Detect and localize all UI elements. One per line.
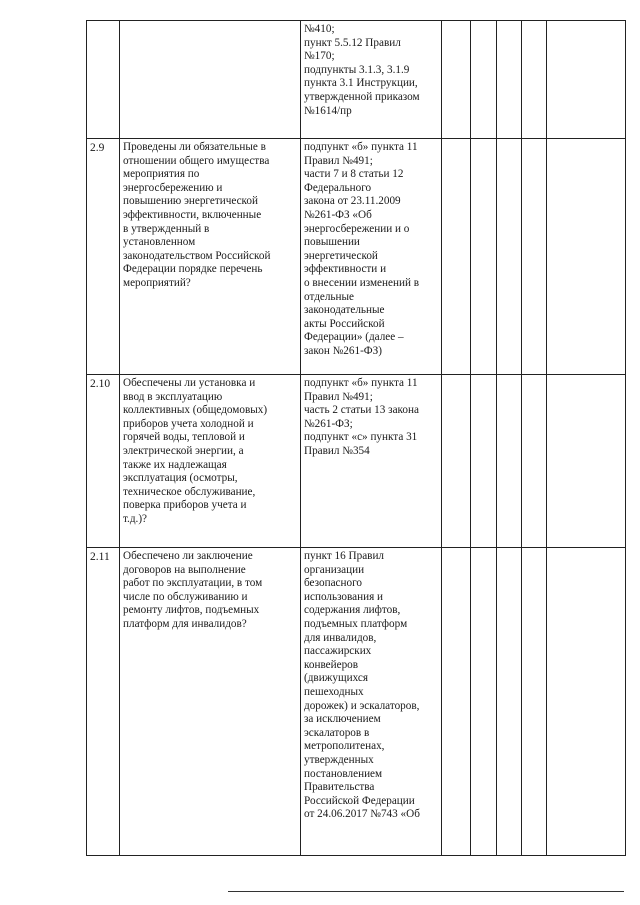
question-line: Проведены ли обязательные в [123, 141, 266, 153]
question-line: энергосбережению и [123, 181, 223, 194]
row-number [87, 21, 119, 23]
question-line: техническое обслуживание, [123, 485, 256, 498]
reference-line: эффективности и [304, 263, 387, 276]
reference-line: часть 2 статьи 13 закона [304, 404, 419, 417]
row-number: 2.10 [90, 378, 111, 390]
question-line: установленном [123, 236, 196, 249]
question-cell [120, 375, 301, 548]
empty-cell [471, 139, 497, 375]
question-line: повышению энергетической [123, 195, 259, 208]
empty-cell [522, 548, 547, 856]
reference-cell-text [301, 548, 441, 824]
reference-line: эскалаторов в [304, 726, 370, 739]
question-line: договоров на выполнение [123, 563, 246, 576]
reference-line: подпункт «б» пункта 11 [304, 377, 418, 389]
question-line: приборов учета холодной и [123, 417, 254, 430]
reference-line: №1614/пр [304, 104, 352, 117]
reference-line: отдельные [304, 290, 354, 303]
reference-line: законодательные [304, 304, 385, 317]
reference-line: метрополитенах, [304, 740, 385, 753]
reference-cell [301, 548, 442, 856]
reference-line: повышении [304, 236, 360, 249]
reference-line: Правительства [304, 781, 375, 794]
empty-cell [497, 21, 522, 139]
question-cell-text [120, 21, 300, 25]
empty-cell [471, 21, 497, 139]
empty-cell [547, 139, 626, 375]
question-line: Федерации порядке перечень [123, 263, 263, 276]
empty-cell [471, 548, 497, 856]
reference-line: пешеходных [304, 685, 364, 698]
reference-cell-text [301, 375, 441, 461]
question-line: мероприятия по [123, 168, 200, 181]
empty-cell [497, 548, 522, 856]
empty-cell [547, 375, 626, 548]
reference-line: закон №261-ФЗ) [304, 344, 382, 357]
reference-line: №170; [304, 50, 335, 63]
reference-line: содержания лифтов, [304, 604, 401, 617]
footer-rule [228, 891, 624, 892]
question-line: горячей воды, тепловой и [123, 431, 245, 444]
empty-cell [497, 139, 522, 375]
question-cell [120, 548, 301, 856]
question-cell [120, 21, 301, 139]
reference-cell-text [301, 21, 441, 120]
reference-line: постановлением [304, 767, 383, 780]
reference-line: энергосбережении и о [304, 222, 410, 235]
reference-line: конвейеров [304, 658, 359, 671]
question-line: также их надлежащая [123, 458, 227, 471]
reference-line: дорожек) и эскалаторов, [304, 699, 420, 712]
reference-line: утвержденных [304, 753, 374, 766]
row-number-cell [87, 139, 120, 375]
reference-cell [301, 375, 442, 548]
row-number-cell [87, 21, 120, 139]
empty-cell [522, 375, 547, 548]
reference-line: подпункт «с» пункта 31 [304, 431, 418, 444]
question-cell-text [120, 139, 300, 293]
question-line: эксплуатация (осмотры, [123, 472, 238, 485]
table-row [87, 375, 626, 548]
table-row [87, 21, 626, 139]
question-line: ввод в эксплуатацию [123, 390, 223, 403]
empty-cell [471, 375, 497, 548]
reference-line: Правил №354 [304, 444, 370, 457]
question-line: эффективности, включенные [123, 208, 262, 221]
reference-line: пункт 5.5.12 Правил [304, 36, 401, 49]
empty-cell [522, 21, 547, 139]
reference-cell-text [301, 139, 441, 361]
reference-line: подпункт «б» пункта 11 [304, 141, 418, 153]
question-line: Обеспечены ли установка и [123, 377, 256, 389]
reference-line: использования и [304, 590, 384, 603]
question-line: в утвержденный в [123, 222, 210, 235]
reference-line: Федерального [304, 181, 372, 194]
reference-line: от 24.06.2017 №743 «Об [304, 808, 420, 821]
empty-cell [442, 21, 471, 139]
question-line: поверка приборов учета и [123, 499, 247, 512]
reference-line: пассажирских [304, 645, 372, 658]
reference-line: для инвалидов, [304, 631, 377, 644]
reference-line: Федерации» (далее – [304, 331, 404, 344]
reference-line: закона от 23.11.2009 [304, 195, 401, 208]
question-line: числе по обслуживанию и [123, 590, 248, 603]
question-line: работ по эксплуатации, в том [123, 577, 263, 590]
reference-cell [301, 139, 442, 375]
question-line: законодательством Российской [123, 249, 271, 262]
reference-line: о внесении изменений в [304, 276, 420, 289]
reference-line: Российской Федерации [304, 794, 415, 807]
question-line: т.д.)? [123, 512, 148, 525]
reference-line: пункта 3.1 Инструкции, [304, 77, 418, 90]
reference-line: подъемных платформ [304, 617, 408, 630]
question-line: Обеспечено ли заключение [123, 550, 253, 562]
reference-line: организации [304, 563, 365, 576]
reference-line: за исключением [304, 713, 381, 726]
reference-line: Правил №491; [304, 154, 373, 167]
question-cell-text [120, 548, 300, 634]
row-number: 2.9 [90, 142, 105, 154]
table-row [87, 548, 626, 856]
reference-line: энергетической [304, 249, 378, 262]
question-cell [120, 139, 301, 375]
reference-line: №410; [304, 23, 335, 35]
checklist-body [87, 21, 626, 856]
reference-cell [301, 21, 442, 139]
reference-line: пункт 16 Правил [304, 550, 385, 562]
reference-line: безопасного [304, 577, 362, 590]
question-line: мероприятий? [123, 276, 191, 289]
reference-line: части 7 и 8 статьи 12 [304, 168, 404, 181]
question-cell-text [120, 375, 300, 529]
reference-line: №261-ФЗ «Об [304, 208, 372, 221]
empty-cell [547, 21, 626, 139]
reference-line: акты Российской [304, 317, 385, 330]
checklist-table [86, 20, 626, 856]
reference-line: (движущихся [304, 672, 368, 685]
empty-cell [497, 375, 522, 548]
row-number: 2.11 [90, 551, 110, 563]
empty-cell [547, 548, 626, 856]
empty-cell [442, 548, 471, 856]
reference-line: утвержденной приказом [304, 90, 420, 103]
question-line: ремонту лифтов, подъемных [123, 604, 260, 617]
reference-line: подпункты 3.1.3, 3.1.9 [304, 63, 410, 76]
row-number-cell [87, 548, 120, 856]
reference-line: №261-ФЗ; [304, 417, 353, 430]
reference-line: Правил №491; [304, 390, 373, 403]
question-line: отношении общего имущества [123, 154, 270, 167]
question-line: платформ для инвалидов? [123, 617, 247, 630]
empty-cell [442, 375, 471, 548]
empty-cell [442, 139, 471, 375]
empty-cell [522, 139, 547, 375]
table-row [87, 139, 626, 375]
row-number-cell [87, 375, 120, 548]
question-line: электрической энергии, а [123, 444, 244, 457]
question-line: коллективных (общедомовых) [123, 404, 268, 417]
